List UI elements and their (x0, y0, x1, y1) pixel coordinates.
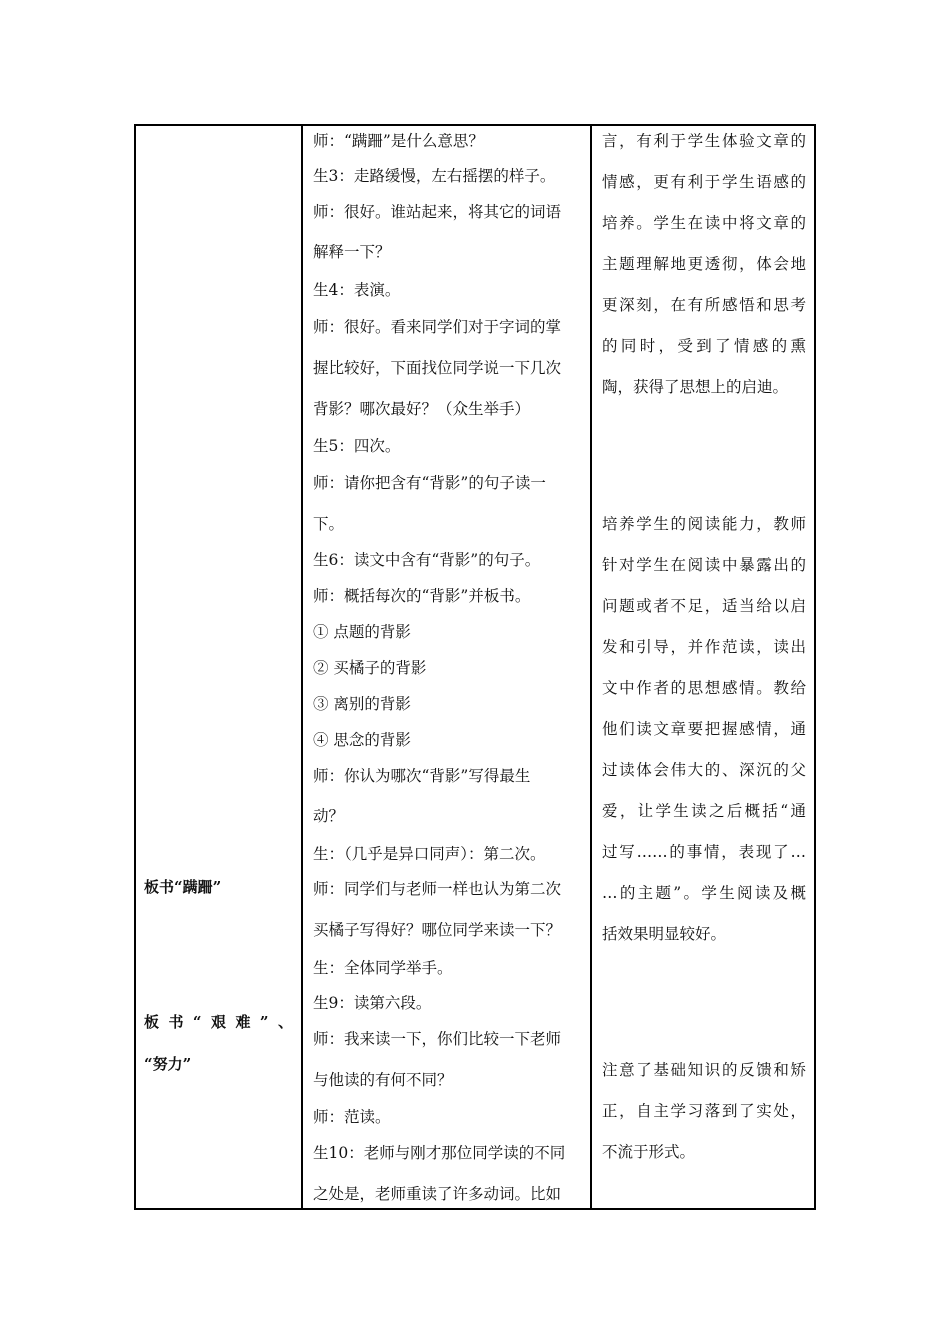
dialogue-line: 生5：四次。 (313, 437, 401, 455)
dialogue-line: 生6：读文中含有“背影”的句子。 (313, 551, 541, 569)
dialogue-line: 与他读的有何不同？ (313, 1071, 453, 1089)
commentary-line: 的同时，受到了情感的熏 (602, 337, 806, 355)
dialogue-line: 握比较好，下面找位同学说一下几次 (313, 359, 562, 377)
commentary-line: 正，自主学习落到了实处， (602, 1102, 806, 1120)
commentary-column (592, 126, 814, 1208)
commentary-line: 不流于形式。 (602, 1143, 696, 1161)
dialogue-line: 生10：老师与刚才那位同学读的不同 (313, 1144, 566, 1162)
commentary-line: 培养。学生在读中将文章的 (602, 214, 806, 232)
commentary-line: 问题或者不足，适当给以启 (602, 597, 806, 615)
dialogue-line: 解释一下？ (313, 243, 391, 261)
commentary-line: 括效果明显较好。 (602, 925, 727, 943)
commentary-line: 文中作者的思想感情。教给 (602, 679, 806, 697)
dialogue-line: 师：请你把含有“背影”的句子读一 (313, 474, 546, 492)
dialogue-line: 师：同学们与老师一样也认为第二次 (313, 880, 562, 898)
commentary-line: 言，有利于学生体验文章的 (602, 132, 806, 150)
dialogue-line: 之处是，老师重读了许多动词。比如 (313, 1185, 562, 1203)
dialogue-line: 买橘子写得好？哪位同学来读一下？ (313, 921, 562, 939)
commentary-line: 过写……的事情，表现了… (602, 843, 806, 861)
dialogue-line: 下。 (313, 515, 345, 533)
dialogue-line: 动？ (313, 807, 345, 825)
commentary-line: 陶，获得了思想上的启迪。 (602, 378, 789, 396)
dialogue-line: 生：全体同学举手。 (313, 959, 453, 977)
dialogue-line: 生3：走路缓慢，左右摇摆的样子。 (313, 167, 556, 185)
dialogue-line: 生4：表演。 (313, 281, 401, 299)
dialogue-line: 师：很好。谁站起来，将其它的词语 (313, 203, 562, 221)
board-note: “努力” (144, 1055, 192, 1073)
lesson-table (134, 124, 816, 1210)
dialogue-line: 背影？哪次最好？（众生举手） (313, 400, 531, 418)
commentary-line: 针对学生在阅读中暴露出的 (602, 556, 806, 574)
board-note: 板书“蹒跚” (144, 878, 222, 896)
dialogue-line: ① 点题的背影 (313, 623, 411, 641)
commentary-line: 情感，更有利于学生语感的 (602, 173, 806, 191)
dialogue-line: ③ 离别的背影 (313, 695, 411, 713)
commentary-line: 过读体会伟大的、深沉的父 (602, 761, 806, 779)
dialogue-line: 师：你认为哪次“背影”写得最生 (313, 767, 531, 785)
commentary-line: 主题理解地更透彻，体会地 (602, 255, 806, 273)
dialogue-line: ④ 思念的背影 (313, 731, 411, 749)
commentary-line: 他们读文章要把握感情，通 (602, 720, 806, 738)
commentary-line: 更深刻，在有所感悟和思考 (602, 296, 806, 314)
commentary-line: 发和引导，并作范读，读出 (602, 638, 806, 656)
dialogue-line: 师：“蹒跚”是什么意思？ (313, 132, 484, 150)
dialogue-line: 生9：读第六段。 (313, 994, 432, 1012)
dialogue-line: 师：范读。 (313, 1108, 391, 1126)
board-note: 板书“艰难”、 (144, 1013, 293, 1031)
dialogue-line: 生：（几乎是异口同声）：第二次。 (313, 845, 546, 863)
commentary-line: 培养学生的阅读能力，教师 (602, 515, 806, 533)
dialogue-line: 师：很好。看来同学们对于字词的掌 (313, 318, 562, 336)
dialogue-line: 师：我来读一下，你们比较一下老师 (313, 1030, 562, 1048)
dialogue-line: ② 买橘子的背影 (313, 659, 427, 677)
commentary-line: …的主题”。学生阅读及概 (602, 884, 806, 902)
commentary-line: 爱，让学生读之后概括“通 (602, 802, 806, 820)
dialogue-column (303, 126, 590, 1208)
board-notes-column (136, 126, 301, 1208)
commentary-line: 注意了基础知识的反馈和矫 (602, 1061, 806, 1079)
dialogue-line: 师：概括每次的“背影”并板书。 (313, 587, 531, 605)
